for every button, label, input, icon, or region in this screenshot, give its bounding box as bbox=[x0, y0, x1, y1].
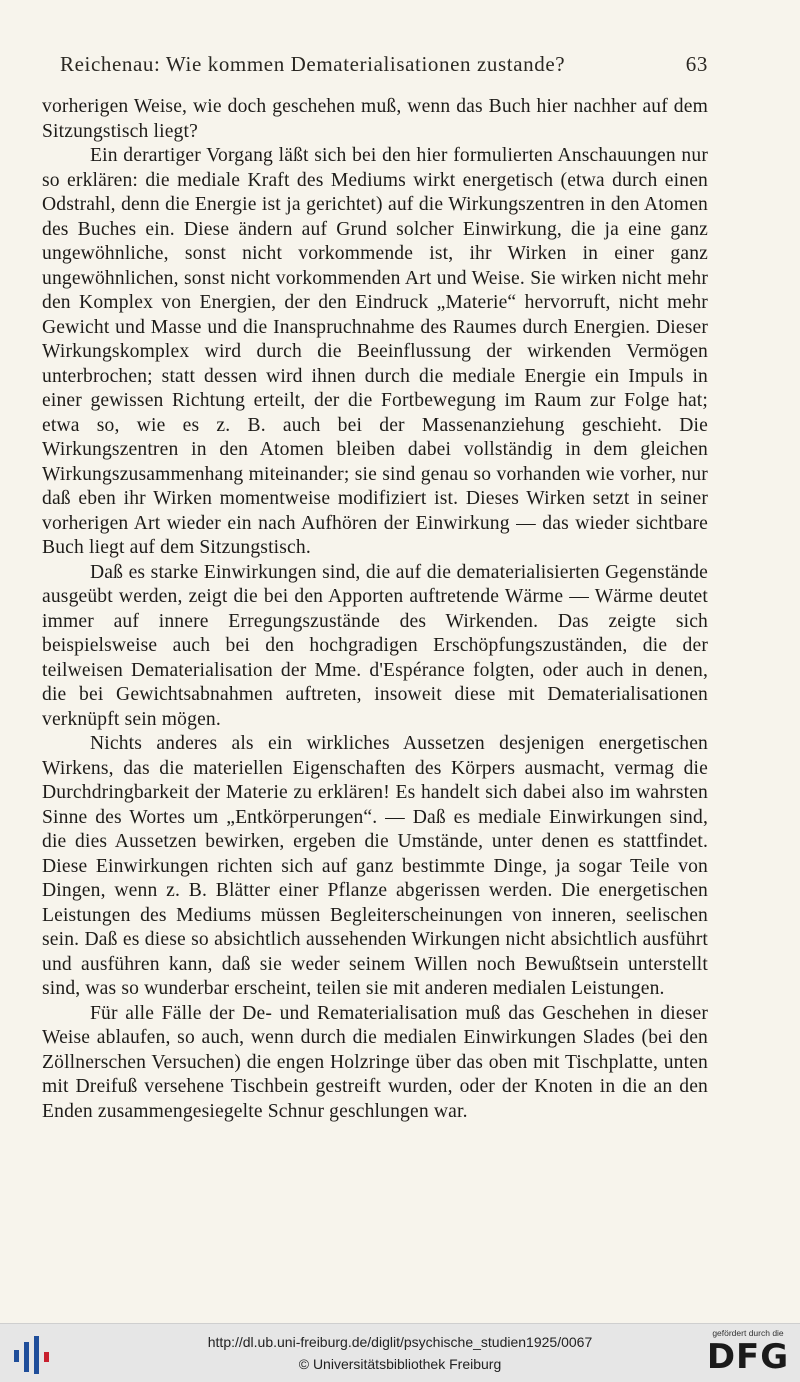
paragraph-5: Für alle Fälle der De- und Rematerialisation muß das Geschehen in dieser Weise ablaufen, so auch, wenn durch die medialen Einwirkungen Slades (bei den Zöllnerschen Versuchen) die engen Holzringe über das oben mit Tischplatte, unten mit Dreifuß versehene Tischbein gestreift wurden, oder der Knoten in die an den Enden zusammengesiegelte Schnur geschlungen war. bbox=[42, 1002, 708, 1122]
viewer-footer bbox=[0, 1323, 800, 1382]
page-number: 63 bbox=[685, 52, 708, 76]
paragraph-3: Daß es starke Einwirkungen sind, die auf die dematerialisierten Gegenstände ausgeübt werden, zeigt die bei den Apporten auftretende Wärme — Wärme deutet immer auf innere Erregungszustände des Wirkenden. Das zeigte sich beispielsweise auch bei den hochgradigen Erschöpfungszuständen, die der teilweisen Dematerialisation der Mme. d'Espérance folgten, oder auch in denen, die bei Gewichtsabnahmen auftreten, insoweit diese mit Dematerialisationen verknüpft sein mögen. bbox=[42, 561, 708, 730]
copyright-notice: © Universitätsbibliothek Freiburg bbox=[298, 1356, 502, 1372]
paragraph-4: Nichts anderes als ein wirkliches Aussetzen desjenigen energetischen Wirkens, das die materiellen Eigenschaften des Körpers ausmacht, vermag die Durchdringbarkeit der Materie zu erklären! Es handelt sich dabei also im wahrsten Sinne des Wortes um „Entkörperungen“. — Daß es mediale Einwirkungen sind, die dies Aussetzen bewirken, ergeben die Umstände, unter denen es stattfindet. Diese Einwirkungen richten sich auf ganz bestimmte Dinge, ja sogar Teile von Dingen, wenn z. B. Blätter einer Pflanze abgerissen werden. Die energetischen Leistungen des Mediums müssen Begleiterscheinungen von inneren, seelischen sein. Daß es diese so absichtlich aussehenden Wirkungen nicht absichtlich ausführt und ausführen kann, daß sie weder seinem Willen noch Bewußtsein unterstellt sind, was so wunderbar erscheint, teilen sie mit anderen medialen Leistungen. bbox=[42, 733, 708, 999]
running-head bbox=[60, 52, 708, 77]
running-head-title: Reichenau: Wie kommen Dematerialisationen zustande? bbox=[60, 52, 566, 76]
funding-note: gefördert durch die bbox=[712, 1328, 784, 1338]
permalink-url[interactable]: http://dl.ub.uni-freiburg.de/diglit/psychische_studien1925/0067 bbox=[207, 1334, 593, 1350]
body-text bbox=[42, 95, 708, 1124]
paragraph-1: vorherigen Weise, wie doch geschehen muß, wenn das Buch hier nachher auf dem Sitzungstisch liegt? bbox=[42, 96, 708, 142]
paragraph-2: Ein derartiger Vorgang läßt sich bei den hier formulierten Anschauungen nur so erklären: die mediale Kraft des Mediums wirkt energetisch (etwa durch einen Odstrahl, denn die Energie ist ja gerichtet) auf die Wirkungszentren in den Atomen des Buches ein. Diese ändern auf Grund solcher Einwirkung, die ja eine ganz ungewöhnliche, sonst nicht vorkommende ist, ihr Wirken in einer ganz ungewöhnlichen, sonst nicht vorkommenden Art und Weise. Sie wirken nicht mehr den Komplex von Energien, der den Eindruck „Materie“ hervorruft, nicht mehr Gewicht und Masse und die Inanspruchnahme des Raumes durch Energien. Dieser Wirkungskomplex wird durch die Beeinflussung der wirkenden Vermögen unterbrochen; statt dessen wird ihnen durch die mediale Energie ein Impuls in einer gewissen Richtung erteilt, der die Fortbewegung im Raum zur Folge hat; etwa so, wie es z. B. auch bei der Massenanziehung geschieht. Die Wirkungszentren in den Atomen bleiben dabei vollständig in dem gleichen Wirkungszusammenhang miteinander; sie sind genau so vorhanden wie vorher, nur daß eben ihr Wirken momentweise modifiziert ist. Dieses Wirken setzt in seiner vorherigen Art wieder ein nach Aufhören der Einwirkung — das wieder sichtbare Buch liegt auf dem Sitzungstisch. bbox=[42, 145, 708, 558]
dfg-logo: DFG bbox=[706, 1337, 790, 1377]
